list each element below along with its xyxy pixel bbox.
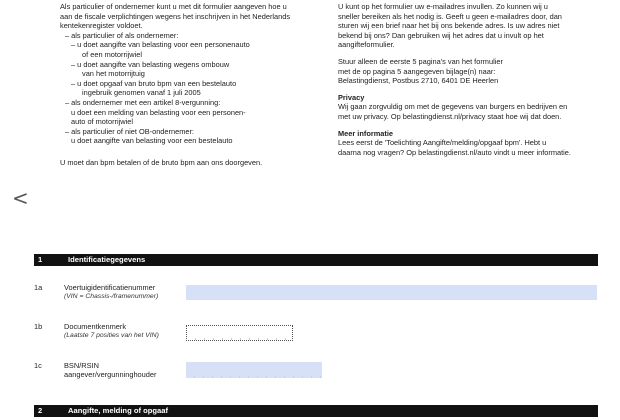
list-item: u doet een melding van belasting voor een personen- xyxy=(71,107,246,117)
section-1-title: Identificatiegegevens xyxy=(68,255,146,264)
section-2-title: Aangifte, melding of opgaaf xyxy=(68,406,168,415)
email-paragraph-line: aangifteformulier. xyxy=(338,40,395,50)
send-paragraph-line: Belastingdienst, Postbus 2710, 6401 DE Heerlen xyxy=(338,76,499,86)
field-number-1a: 1a xyxy=(34,283,43,292)
email-paragraph-line: sneller bereiken als het nodig is. Geeft u geen e-mailadres door, dan xyxy=(338,11,562,21)
instructions-right-column xyxy=(338,2,602,157)
field-label-1a xyxy=(64,283,158,302)
list-item: ingebruik genomen vanaf 1 juli 2005 xyxy=(82,88,201,98)
document-code-input[interactable] xyxy=(186,325,293,341)
section-1-number: 1 xyxy=(38,255,43,264)
vin-label: Voertuigidentificatienummer xyxy=(64,283,156,292)
email-paragraph-line: bekend bij ons? Dan gebruiken wij het adres dat u invult op het xyxy=(338,30,544,40)
field-label-1b xyxy=(64,322,159,341)
list-item: – als particulier of als ondernemer: xyxy=(65,30,179,40)
email-paragraph-line: U kunt op het formulier uw e-mailadres invullen. Zo kunnen wij u xyxy=(338,2,548,11)
list-item: – u doet aangifte van belasting voor een personenauto xyxy=(71,40,250,50)
send-paragraph-line: met de op pagina 5 aangegeven bijlage(n) naar: xyxy=(338,66,496,76)
list-item: of een motorrijwiel xyxy=(82,49,142,59)
list-item: auto of motorrijwiel xyxy=(71,117,134,127)
email-paragraph-line: sturen wij een brief naar het bij ons bekende adres. Is uw adres niet xyxy=(338,21,560,31)
privacy-line: Wij gaan zorgvuldig om met de gegevens van burgers en bedrijven en xyxy=(338,102,568,112)
document-code-label: Documentkenmerk xyxy=(64,322,127,331)
bsn-rsin-label: BSN/RSIN xyxy=(64,361,99,370)
list-item: – als ondernemer met een artikel 8-vergunning: xyxy=(65,97,221,107)
privacy-line: met uw privacy. Op belastingdienst.nl/privacy staat hoe wij dat doen. xyxy=(338,111,562,121)
instructions-left-column xyxy=(60,2,298,168)
bsn-rsin-input[interactable] xyxy=(186,362,322,378)
more-info-heading: Meer informatie xyxy=(338,128,394,138)
section-2-header xyxy=(34,405,598,417)
list-item: – u doet opgaaf van bruto bpm van een bestelauto xyxy=(71,78,237,88)
more-info-line: daarna nog vragen? Op belastingdienst.nl/auto vindt u meer informatie. xyxy=(338,147,571,157)
field-number-1c: 1c xyxy=(34,361,42,370)
field-label-1c xyxy=(64,361,156,380)
field-number-1b: 1b xyxy=(34,322,43,331)
bsn-rsin-label-2: aangever/vergunninghouder xyxy=(64,370,157,380)
list-item: u doet aangifte van belasting voor een bestelauto xyxy=(71,136,233,146)
section-2-number: 2 xyxy=(38,406,43,415)
send-paragraph-line: Stuur alleen de eerste 5 pagina's van het formulier xyxy=(338,56,503,66)
payment-note: U moet dan bpm betalen of de bruto bpm aan ons doorgeven. xyxy=(60,157,263,167)
intro-line: aan de fiscale verplichtingen wegens het inschrijven in het Nederlands xyxy=(60,11,291,21)
list-item: – als particulier of niet OB-ondernemer: xyxy=(65,126,194,136)
field-row-1b xyxy=(34,322,598,346)
vin-input[interactable] xyxy=(186,285,597,300)
vin-hint: (VIN = Chassis-/framenummer) xyxy=(64,293,159,301)
intro-line: kentekenregister voldoet. xyxy=(60,21,143,31)
previous-page-arrow-icon[interactable]: < xyxy=(12,186,29,210)
privacy-heading: Privacy xyxy=(338,92,365,102)
list-item: – u doet aangifte van belasting wegens ombouw xyxy=(71,59,230,69)
section-1-header xyxy=(34,254,598,266)
more-info-line: Lees eerst de 'Toelichting Aangifte/melding/opgaaf bpm'. Hebt u xyxy=(338,138,547,148)
document-code-hint: (Laatste 7 posities van het VIN) xyxy=(64,332,159,340)
intro-line: Als particulier of ondernemer kunt u met dit formulier aangeven hoe u xyxy=(60,2,287,11)
list-item: van het motorrijtuig xyxy=(82,69,145,79)
